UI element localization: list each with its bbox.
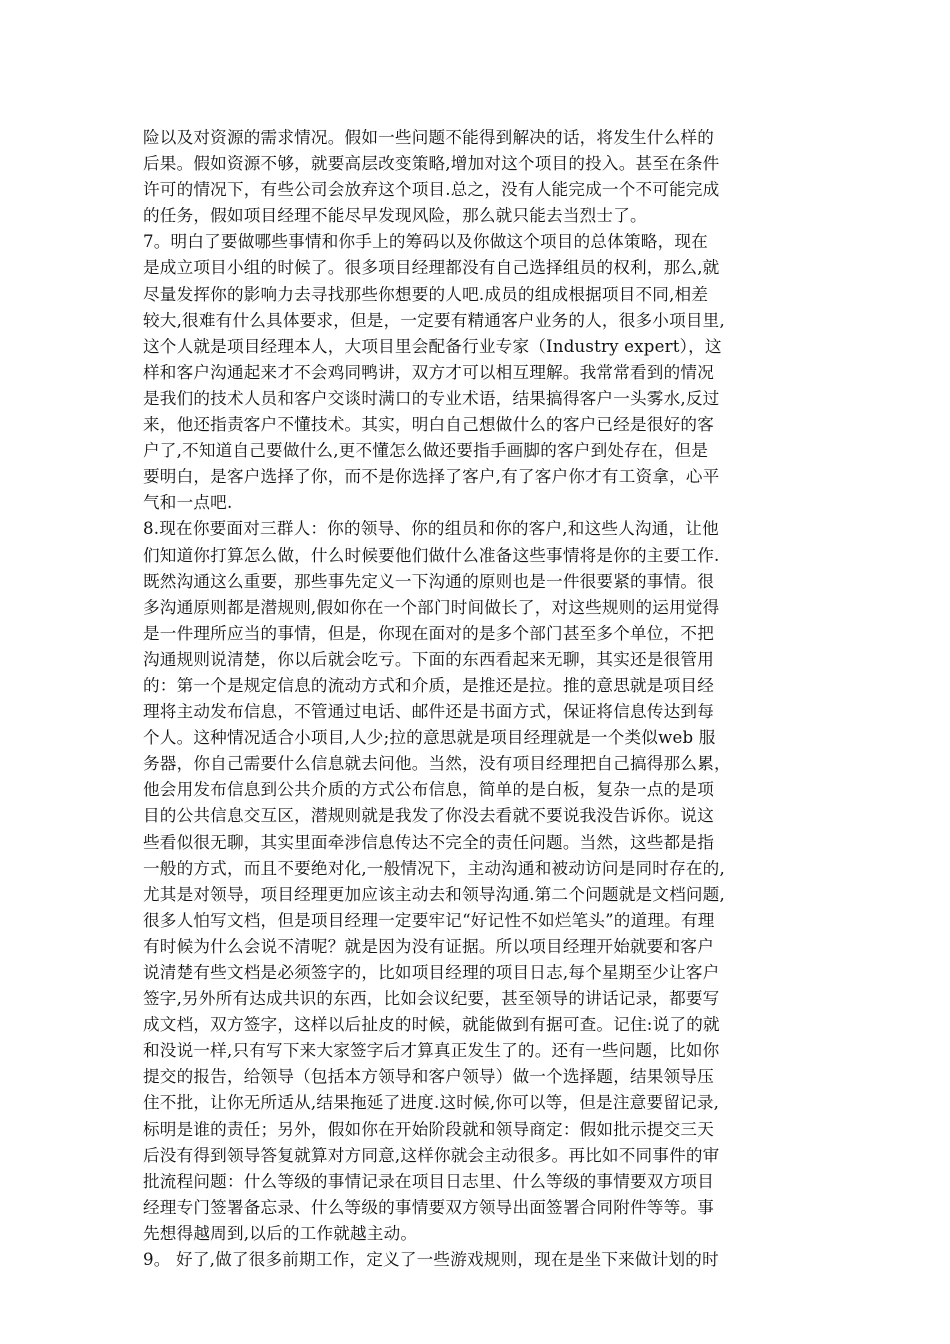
text-line: 样和客户沟通起来才不会鸡同鸭讲，双方才可以相互理解。我常常看到的情况 bbox=[143, 362, 714, 382]
text-line: 说清楚有些文档是必须签字的，比如项目经理的项目日志,每个星期至少让客户 bbox=[143, 963, 720, 982]
document-body-text bbox=[143, 125, 823, 1273]
text-line: 后果。假如资源不够，就要高层改变策略,增加对这个项目的投入。甚至在条件 bbox=[143, 154, 720, 174]
text-line: 一般的方式，而且不要绝对化,一般情况下，主动沟通和被动访问是同时存在的, bbox=[143, 858, 725, 878]
paragraph-8-start: 8.现在你要面对三群人：你的领导、你的组员和你的客户,和这些人沟通，让他 bbox=[143, 519, 719, 539]
text-line: 是一件理所应当的事情，但是，你现在面对的是多个部门甚至多个单位，不把 bbox=[143, 623, 714, 643]
text-line: 提交的报告，给领导（包括本方领导和客户领导）做一个选择题，结果领导压 bbox=[143, 1067, 714, 1087]
text-line: 理将主动发布信息，不管通过电话、邮件还是书面方式，保证将信息传达到每 bbox=[143, 702, 714, 722]
text-line: 险以及对资源的需求情况。假如一些问题不能得到解决的话，将发生什么样的 bbox=[143, 128, 714, 147]
text-line: 个人。这种情况适合小项目,人少;拉的意思就是项目经理就是一个类似web 服 bbox=[143, 728, 716, 748]
text-line: 尽量发挥你的影响力去寻找那些你想要的人吧.成员的组成根据项目不同,相差 bbox=[143, 284, 709, 304]
text-line: 是我们的技术人员和客户交谈时满口的专业术语，结果搞得客户一头雾水,反过 bbox=[143, 388, 720, 408]
text-line: 签字,另外所有达成共识的东西，比如会议纪要，甚至领导的讲话记录，都要写 bbox=[143, 989, 720, 1009]
text-line: 的：第一个是规定信息的流动方式和介质，是推还是拉。推的意思就是项目经 bbox=[143, 675, 714, 695]
text-line: 他会用发布信息到公共介质的方式公布信息，简单的是白板，复杂一点的是项 bbox=[143, 780, 714, 800]
text-line: 批流程问题：什么等级的事情记录在项目日志里、什么等级的事情要双方项目 bbox=[143, 1171, 714, 1191]
text-line: 这个人就是项目经理本人，大项目里会配备行业专家（Industry expert），这 bbox=[143, 336, 722, 356]
text-line: 既然沟通这么重要，那些事先定义一下沟通的原则也是一件很要紧的事情。很 bbox=[143, 571, 714, 591]
text-line: 先想得越周到,以后的工作就越主动。 bbox=[143, 1223, 418, 1243]
text-line: 目的公共信息交互区，潜规则就是我发了你没去看就不要说我没告诉你。说这 bbox=[143, 806, 714, 826]
text-line: 很多人怕写文档，但是项目经理一定要牢记“好记性不如烂笔头”的道理。有理 bbox=[143, 910, 715, 930]
text-line: 成文档，双方签字，这样以后扯皮的时候，就能做到有据可查。记住:说了的就 bbox=[143, 1015, 720, 1035]
text-line: 尤其是对领导，项目经理更加应该主动去和领导沟通.第二个问题就是文档问题, bbox=[143, 884, 725, 904]
paragraph-7-start: 7。明白了要做哪些事情和你手上的筹码以及你做这个项目的总体策略，现在 bbox=[143, 232, 708, 252]
text-line: 经理专门签署备忘录、什么等级的事情要双方领导出面签署合同附件等等。事 bbox=[143, 1197, 714, 1217]
text-line: 要明白，是客户选择了你，而不是你选择了客户,有了客户你才有工资拿，心平 bbox=[143, 467, 720, 487]
text-line: 的任务，假如项目经理不能尽早发现风险，那么就只能去当烈士了。 bbox=[143, 206, 647, 226]
text-line: 气和一点吧. bbox=[143, 493, 233, 513]
text-line: 住不批，让你无所适从,结果拖延了进度.这时候,你可以等，但是注意要留记录, bbox=[143, 1093, 720, 1113]
text-line: 较大,很难有什么具体要求，但是，一定要有精通客户业务的人，很多小项目里, bbox=[143, 310, 725, 330]
text-line: 些看似很无聊，其实里面牵涉信息传达不完全的责任问题。当然，这些都是指 bbox=[143, 832, 714, 852]
text-line: 后没有得到领导答复就算对方同意,这样你就会主动很多。再比如不同事件的审 bbox=[143, 1145, 720, 1165]
text-line: 和没说一样,只有写下来大家签字后才算真正发生了的。还有一些问题，比如你 bbox=[143, 1041, 720, 1061]
text-line: 许可的情况下，有些公司会放弃这个项目.总之，没有人能完成一个不可能完成 bbox=[143, 180, 720, 200]
paragraph-9-start: 9。 好了,做了很多前期工作，定义了一些游戏规则，现在是坐下来做计划的时 bbox=[143, 1250, 719, 1270]
text-line: 标明是谁的责任；另外，假如你在开始阶段就和领导商定：假如批示提交三天 bbox=[143, 1119, 714, 1139]
text-line: 务器，你自己需要什么信息就去问他。当然，没有项目经理把自己搞得那么累， bbox=[143, 754, 731, 774]
text-line: 来，他还指责客户不懂技术。其实，明白自己想做什么的客户已经是很好的客 bbox=[143, 415, 714, 435]
text-line: 有时候为什么会说不清呢？就是因为没有证据。所以项目经理开始就要和客户 bbox=[143, 936, 714, 956]
text-line: 是成立项目小组的时候了。很多项目经理都没有自己选择组员的权利，那么,就 bbox=[143, 258, 720, 278]
text-line: 多沟通原则都是潜规则,假如你在一个部门时间做长了，对这些规则的运用觉得 bbox=[143, 597, 720, 617]
text-line: 沟通规则说清楚，你以后就会吃亏。下面的东西看起来无聊，其实还是很管用 bbox=[143, 649, 714, 669]
text-line: 们知道你打算怎么做，什么时候要他们做什么准备这些事情将是你的主要工作. bbox=[143, 545, 720, 565]
text-line: 户了,不知道自己要做什么,更不懂怎么做还要指手画脚的客户到处存在，但是 bbox=[143, 441, 709, 461]
